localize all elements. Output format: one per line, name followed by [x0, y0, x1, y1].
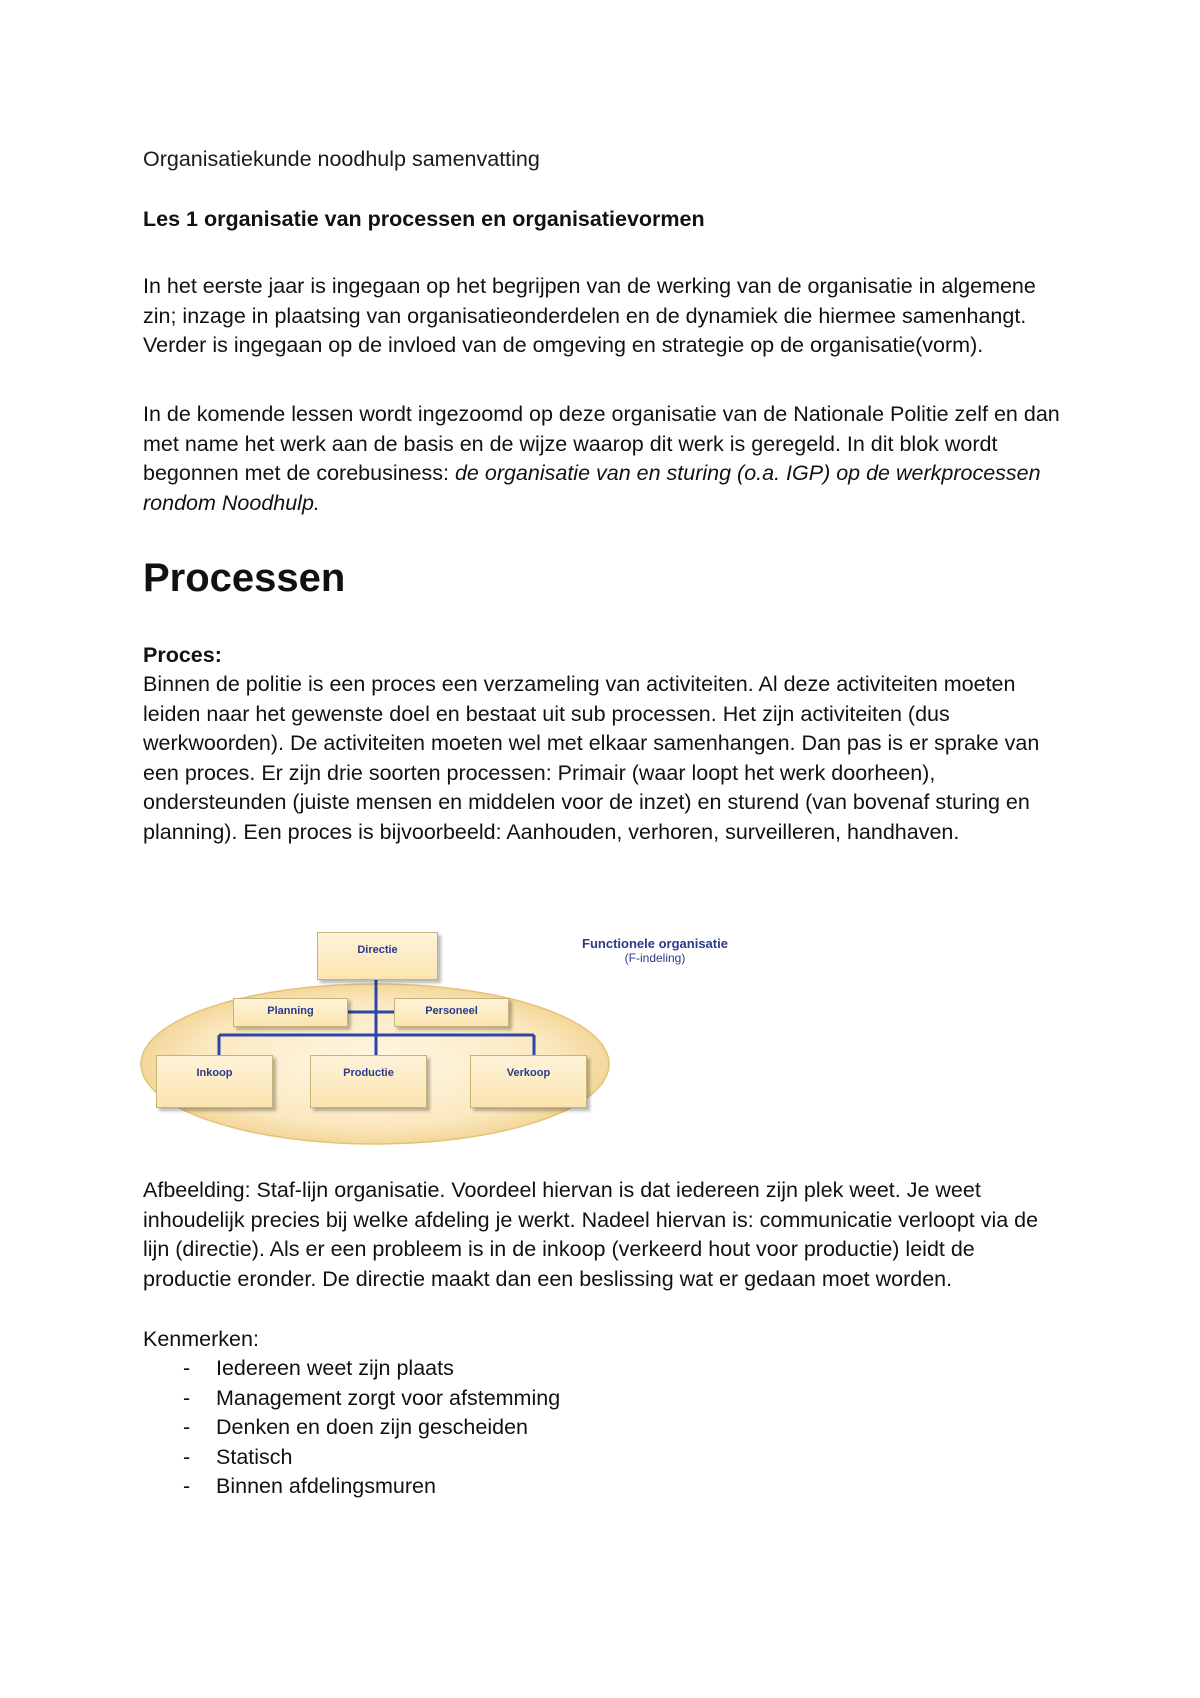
box-productie: Productie: [310, 1055, 427, 1108]
list-dash: -: [183, 1444, 191, 1469]
org-chart-diagram: [140, 925, 728, 1155]
list-dash: -: [183, 1385, 191, 1410]
intro-paragraph-1: In het eerste jaar is ingegaan op het begrijpen van de werking van de organisatie in algemene zin; inzage in plaatsing van organisatieonderdelen en de dynamiek die hiermee samenhangt. Verder is ingegaan op de invloed van de omgeving en strategie op de organisatie(vorm).: [143, 274, 1036, 358]
list-item-text: Statisch: [216, 1444, 293, 1469]
intro-paragraph-2-italic: de organisatie van en sturing (o.a. IGP) op de werkprocessen rondom Noodhulp.: [143, 461, 1041, 515]
list-dash: -: [183, 1356, 191, 1380]
list-item: [183, 1443, 560, 1473]
kenmerken-list: [183, 1354, 560, 1502]
box-inkoop: Inkoop: [156, 1055, 273, 1108]
section-heading-processen: Processen: [143, 556, 346, 600]
kenmerken-label: Kenmerken:: [143, 1327, 259, 1351]
diagram-title: Functionele organisatie: [582, 936, 728, 951]
proces-paragraph: Binnen de politie is een proces een verzameling van activiteiten. Al deze activiteiten moeten leiden naar het gewenste doel en bestaat uit sub processen. Het zijn activiteiten (dus werkwoorden). De activiteiten moeten wel met elkaar samenhangen. Dan pas is er sprake van een proces. Er zijn drie soorten processen: Primair (waar loopt het werk doorheen), ondersteunden (juiste mensen en middelen voor de inzet) en sturend (van bovenaf sturing en planning). Een proces is bijvoorbeeld: Aanhouden, verhoren, surveilleren, handhaven.: [143, 672, 1040, 844]
list-item-text: Denken en doen zijn gescheiden: [216, 1415, 528, 1440]
proces-label: Proces:: [143, 643, 222, 667]
intro-paragraph-2: [143, 400, 1063, 518]
list-item: [183, 1384, 560, 1414]
diagram-subtitle: (F-indeling): [624, 951, 686, 965]
list-item: [183, 1413, 560, 1443]
lesson-heading: Les 1 organisatie van processen en organisatievormen: [143, 207, 705, 231]
box-planning: Planning: [233, 998, 348, 1027]
list-dash: -: [183, 1474, 191, 1499]
list-item-text: Iedereen weet zijn plaats: [216, 1356, 454, 1380]
box-personeel: Personeel: [394, 998, 509, 1027]
list-dash: -: [183, 1415, 191, 1440]
list-item-text: Binnen afdelingsmuren: [216, 1474, 436, 1499]
box-verkoop: Verkoop: [470, 1055, 587, 1108]
list-item: [183, 1472, 560, 1502]
list-item: [183, 1354, 560, 1384]
list-item-text: Management zorgt voor afstemming: [216, 1385, 561, 1410]
document-title: Organisatiekunde noodhulp samenvatting: [143, 147, 540, 171]
intro-paragraph-2-text: In de komende lessen wordt ingezoomd op deze organisatie van de Nationale Politie zelf en dan met name het werk aan de basis en de wijze waarop dit werk is geregeld. In dit blok wordt begonnen met de corebusiness:: [143, 402, 1060, 486]
afbeelding-paragraph: Afbeelding: Staf-lijn organisatie. Voordeel hiervan is dat iedereen zijn plek weet. Je weet inhoudelijk precies bij welke afdeling je werkt. Nadeel hiervan is: communicatie verloopt via de lijn (directie). Als er een probleem is in de inkoop (verkeerd hout voor productie) leidt de productie eronder. De directie maakt dan een beslissing wat er gedaan moet worden.: [143, 1178, 1039, 1291]
box-directie: Directie: [317, 932, 438, 980]
